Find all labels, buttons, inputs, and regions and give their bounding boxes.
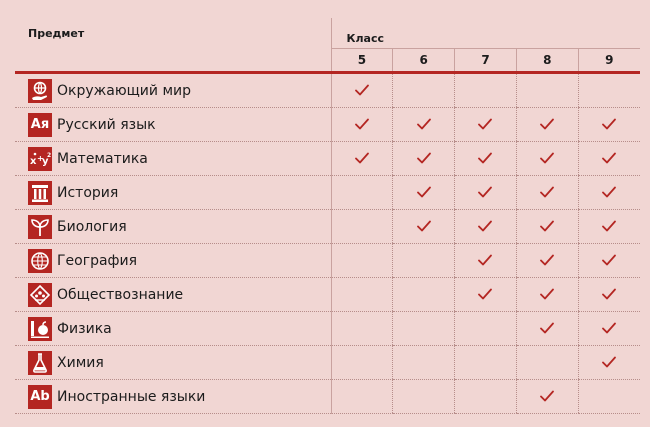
- checkmark-icon: [417, 118, 431, 130]
- letters-ay-icon: Ая: [28, 113, 52, 137]
- checkmark-icon: [602, 152, 616, 164]
- subject-rows: [15, 74, 640, 414]
- grade-8-cell: [516, 312, 578, 346]
- subject-cell: [15, 244, 331, 278]
- subject-cell: [15, 210, 331, 244]
- checkmark-icon: [540, 186, 554, 198]
- table-row: [15, 312, 640, 346]
- grade-9-cell: [578, 142, 640, 176]
- grade-5-cell: [331, 108, 393, 142]
- table-row: [15, 380, 640, 414]
- grade-9-cell: [578, 74, 640, 108]
- class-column-header: Класс: [346, 31, 385, 45]
- checkmark-icon: [602, 186, 616, 198]
- grade-7-cell: [455, 142, 517, 176]
- svg-text:y: y: [42, 155, 49, 167]
- svg-text:+: +: [37, 153, 44, 163]
- grade-8-cell: [516, 142, 578, 176]
- grade-5-cell: [331, 74, 393, 108]
- checkmark-icon: [355, 84, 369, 96]
- grade-5-cell: [331, 380, 393, 414]
- grade-header: 6: [393, 49, 455, 72]
- grade-9-cell: [578, 278, 640, 312]
- grade-9-cell: [578, 380, 640, 414]
- grade-6-cell: [393, 74, 455, 108]
- table-row: [15, 210, 640, 244]
- grade-9-cell: [578, 108, 640, 142]
- grade-7-cell: [455, 176, 517, 210]
- grade-9-cell: [578, 312, 640, 346]
- grade-8-cell: [516, 176, 578, 210]
- checkmark-icon: [417, 220, 431, 232]
- subject-cell: [15, 346, 331, 380]
- subject-name: География: [57, 252, 138, 269]
- grade-7-cell: [455, 346, 517, 380]
- checkmark-icon: [602, 254, 616, 266]
- grade-8-cell: [516, 278, 578, 312]
- grade-5-cell: [331, 142, 393, 176]
- subject-name: Химия: [57, 354, 104, 371]
- checkmark-icon: [478, 288, 492, 300]
- checkmark-icon: [540, 322, 554, 334]
- checkmark-icon: [540, 220, 554, 232]
- table-row: [15, 278, 640, 312]
- grade-6-cell: [393, 312, 455, 346]
- checkmark-icon: [478, 254, 492, 266]
- letters-ab-icon: Ab: [28, 385, 52, 409]
- grade-6-cell: [393, 278, 455, 312]
- grade-6-cell: [393, 142, 455, 176]
- grade-7-cell: [455, 244, 517, 278]
- grade-5-cell: [331, 210, 393, 244]
- checkmark-icon: [355, 118, 369, 130]
- checkmark-icon: [417, 186, 431, 198]
- grade-8-cell: [516, 346, 578, 380]
- checkmark-icon: [478, 152, 492, 164]
- subject-name: Окружающий мир: [57, 82, 192, 99]
- grade-9-cell: [578, 346, 640, 380]
- grade-6-cell: [393, 346, 455, 380]
- grade-9-cell: [578, 244, 640, 278]
- table-row: [15, 176, 640, 210]
- svg-text:2: 2: [47, 151, 52, 159]
- grade-5-cell: [331, 176, 393, 210]
- grade-header: 9: [578, 49, 640, 72]
- grade-6-cell: [393, 108, 455, 142]
- grade-8-cell: [516, 380, 578, 414]
- grade-5-cell: [331, 312, 393, 346]
- society-icon: [28, 283, 52, 307]
- globe-hand-icon: [28, 79, 52, 103]
- grade-header: 8: [516, 49, 578, 72]
- checkmark-icon: [540, 118, 554, 130]
- grade-8-cell: [516, 210, 578, 244]
- subject-name: Обществознание: [57, 286, 184, 303]
- checkmark-icon: [602, 322, 616, 334]
- subject-name: Русский язык: [57, 116, 156, 133]
- grade-8-cell: [516, 108, 578, 142]
- subject-cell: [15, 176, 331, 210]
- subject-name: Физика: [57, 320, 112, 337]
- subject-cell: [15, 142, 331, 176]
- checkmark-icon: [540, 390, 554, 402]
- subject-name: Иностранные языки: [57, 388, 206, 405]
- checkmark-icon: [602, 118, 616, 130]
- grade-6-cell: [393, 244, 455, 278]
- grade-header: 7: [455, 49, 517, 72]
- grade-7-cell: [455, 278, 517, 312]
- checkmark-icon: [602, 288, 616, 300]
- table-row: [15, 74, 640, 108]
- grade-7-cell: [455, 380, 517, 414]
- checkmark-icon: [478, 118, 492, 130]
- subject-cell: [15, 74, 331, 108]
- table-row: [15, 108, 640, 142]
- subject-cell: [15, 108, 331, 142]
- grade-9-cell: [578, 176, 640, 210]
- subject-column-header: Предмет: [15, 18, 331, 71]
- checkmark-icon: [355, 152, 369, 164]
- grade-5-cell: [331, 346, 393, 380]
- grade-8-cell: [516, 244, 578, 278]
- subject-cell: [15, 312, 331, 346]
- grade-7-cell: [455, 312, 517, 346]
- checkmark-icon: [478, 220, 492, 232]
- grade-5-cell: [331, 244, 393, 278]
- checkmark-icon: [602, 220, 616, 232]
- table-row: [15, 346, 640, 380]
- checkmark-icon: [540, 254, 554, 266]
- apple-icon: [28, 317, 52, 341]
- sprout-icon: [28, 215, 52, 239]
- subject-cell: [15, 380, 331, 414]
- subjects-table: [15, 18, 640, 414]
- subject-cell: [15, 278, 331, 312]
- globe-icon: [28, 249, 52, 273]
- checkmark-icon: [540, 152, 554, 164]
- subject-name: Биология: [57, 218, 127, 235]
- grade-header: 5: [331, 49, 393, 72]
- grade-6-cell: [393, 176, 455, 210]
- grade-6-cell: [393, 210, 455, 244]
- grade-7-cell: [455, 74, 517, 108]
- math-formula-icon: [28, 147, 52, 171]
- flask-icon: [28, 351, 52, 375]
- checkmark-icon: [417, 152, 431, 164]
- svg-text:x: x: [30, 155, 37, 167]
- table-row: [15, 244, 640, 278]
- column-icon: [28, 181, 52, 205]
- subject-name: История: [57, 184, 119, 201]
- subject-name: Математика: [57, 150, 148, 167]
- checkmark-icon: [478, 186, 492, 198]
- table-row: [15, 142, 640, 176]
- grade-6-cell: [393, 380, 455, 414]
- grade-8-cell: [516, 74, 578, 108]
- grade-7-cell: [455, 108, 517, 142]
- checkmark-icon: [602, 356, 616, 368]
- grade-5-cell: [331, 278, 393, 312]
- grade-7-cell: [455, 210, 517, 244]
- checkmark-icon: [540, 288, 554, 300]
- grade-9-cell: [578, 210, 640, 244]
